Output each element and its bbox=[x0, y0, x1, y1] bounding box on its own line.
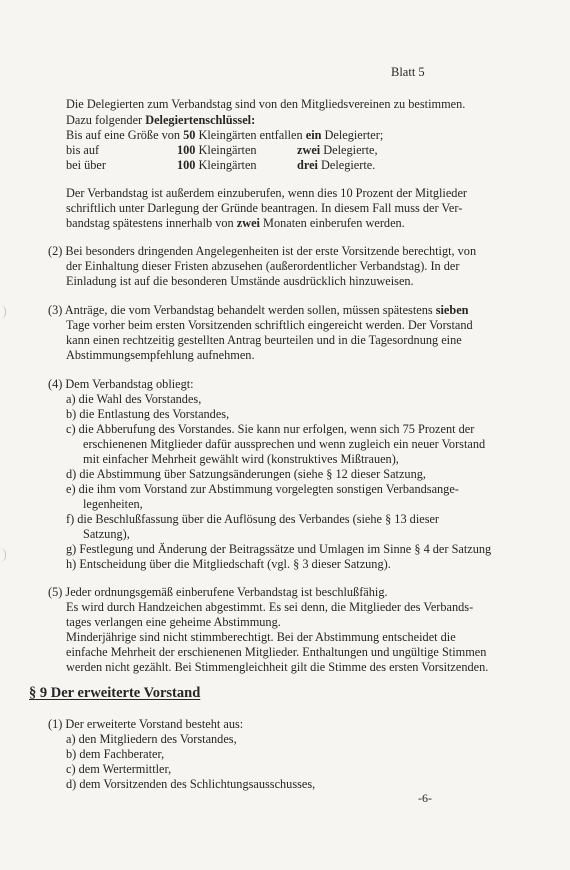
list-item: f) die Beschlußfassung über die Auflösung des Verbandes (siehe § 13 dieser bbox=[66, 512, 440, 526]
paragraph-5-line: werden nicht gezählt. Bei Stimmengleichheit gilt die Stimme des ersten Vorsitzenden. bbox=[66, 660, 489, 674]
intro-paragraph-line: Der Verbandstag ist außerdem einzuberufen, wenn dies 10 Prozent der Mitglieder bbox=[66, 186, 467, 200]
list-item: g) Festlegung und Änderung der Beitragssätze und Umlagen im Sinne § 4 der Satzung bbox=[66, 542, 492, 556]
intro-line: Bis auf eine Größe von 50 Kleingärten entfallen ein Delegierter; bbox=[66, 128, 384, 142]
sheet-number: Blatt 5 bbox=[391, 65, 425, 79]
list-item: c) die Abberufung des Vorstandes. Sie kann nur erfolgen, wenn sich 75 Prozent der bbox=[66, 422, 475, 436]
list-item: h) Entscheidung über die Mitgliedschaft (vgl. § 3 dieser Satzung). bbox=[66, 557, 391, 571]
list-item: b) dem Fachberater, bbox=[66, 747, 165, 761]
paragraph-2-line: (2) Bei besonders dringenden Angelegenheiten ist der erste Vorsitzende berechtigt, von bbox=[48, 244, 477, 258]
list-item: e) die ihm vom Vorstand zur Abstimmung vorgelegten sonstigen Verbandsange- bbox=[66, 482, 459, 496]
paragraph-2-line: Einladung ist auf die besonderen Umstände ausdrücklich hinzuweisen. bbox=[66, 274, 414, 288]
list-item: d) dem Vorsitzenden des Schlichtungsausschusses, bbox=[66, 777, 316, 791]
paragraph-5-line: (5) Jeder ordnungsgemäß einberufene Verbandstag ist beschlußfähig. bbox=[48, 585, 388, 599]
paragraph-5-line: einfache Mehrheit der erschienenen Mitglieder. Enthaltungen und ungültige Stimmen bbox=[66, 645, 487, 659]
intro-paragraph-line: schriftlich unter Darlegung der Gründe beantragen. In diesem Fall muss der Ver- bbox=[66, 201, 463, 215]
paragraph-5-line: Minderjährige sind nicht stimmberechtigt. Bei der Abstimmung entscheidet die bbox=[66, 630, 456, 644]
paragraph-3-line: (3) Anträge, die vom Verbandstag behandelt werden sollen, müssen spätestens sieben bbox=[48, 303, 469, 317]
list-item-continuation: erschienenen Mitglieder dafür aussprechen und wenn zugleich ein neuer Vorstand bbox=[83, 437, 486, 451]
list-item: b) die Entlastung des Vorstandes, bbox=[66, 407, 230, 421]
list-item: a) die Wahl des Vorstandes, bbox=[66, 392, 202, 406]
intro-paragraph-line: bandstag spätestens innerhalb von zwei Monaten einberufen werden. bbox=[66, 216, 405, 230]
list-item: a) den Mitgliedern des Vorstandes, bbox=[66, 732, 237, 746]
paragraph-3-line: Abstimmungsempfehlung aufnehmen. bbox=[66, 348, 255, 362]
list-item-continuation: mit einfacher Mehrheit gewählt wird (konstruktives Mißtrauen), bbox=[83, 452, 399, 466]
list-item: c) dem Wertermittler, bbox=[66, 762, 172, 776]
list-item: d) die Abstimmung über Satzungsänderungen (siehe § 12 dieser Satzung, bbox=[66, 467, 426, 481]
section-9-intro: (1) Der erweiterte Vorstand besteht aus: bbox=[48, 717, 244, 731]
paragraph-5-line: Es wird durch Handzeichen abgestimmt. Es sei denn, die Mitglieder des Verbands- bbox=[66, 600, 474, 614]
paragraph-4-intro: (4) Dem Verbandstag obliegt: bbox=[48, 377, 194, 391]
page-number: -6- bbox=[418, 791, 432, 805]
paragraph-3-line: kann einen rechtzeitig gestellten Antrag beurteilen und in die Tagesordnung eine bbox=[66, 333, 462, 347]
paragraph-3-line: Tage vorher beim ersten Vorsitzenden schriftlich eingereicht werden. Der Vorstand bbox=[66, 318, 473, 332]
document-page: Blatt 5 Die Delegierten zum Verbandstag sind von den Mitgliedsvereinen zu bestimmen. Dazu folgender Delegiertenschlüssel: Bis auf eine Größe von 50 Kleingärten entfallen ein Delegierter; bis auf 100 Kleingärten zwei Delegierte, bei über 100 Kleingärten drei Delegierte. Der Verbandstag ist außerdem einzuberufen, wenn dies 10 Prozent der Mitglieder schriftlich unter Darlegung der Gründe beantragen. In diesem Fall muss der Ver- bandstag spätestens innerhalb von zwei Monaten einberufen werden. (2) Bei besonders dringenden Angelegenheiten ist der erste Vorsitzende berechtigt, von der Einhaltung dieser Fristen abzusehen (außerordentlicher Verbandstag). In der Einladung ist auf die besonderen Umstände ausdrücklich hinzuweisen. (3) Anträge, die vom Verbandstag behandelt werden sollen, müssen spätestens sieben Tage vorher beim ersten Vorsitzenden schriftlich eingereicht werden. Der Vorstand kann einen rechtzeitig gestellten Antrag beurteilen und in die Tagesordnung eine Abstimmungsempfehlung aufnehmen. (4) Dem Verbandstag obliegt: a) die Wahl des Vorstandes, b) die Entlastung des Vorstandes, c) die Abberufung des Vorstandes. Sie kann nur erfolgen, wenn sich 75 Prozent der erschienenen Mitglieder dafür aussprechen und wenn zugleich ein neuer Vorstand mit einfacher Mehrheit gewählt wird (konstruktives Mißtrauen), d) die Abstimmung über Satzungsänderungen (siehe § 12 dieser Satzung, e) die ihm vom Vorstand zur Abstimmung vorgelegten sonstigen Verbandsange- legenheiten, f) die Beschlußfassung über die Auflösung des Verbandes (siehe § 13 dieser Satzung), g) Festlegung und Änderung der Beitragssätze und Umlagen im Sinne § 4 der Satzung h) Entscheidung über die Mitgliedschaft (vgl. § 3 dieser Satzung). (5) Jeder ordnungsgemäß einberufene Verbandstag ist beschlußfähig. Es wird durch Handzeichen abgestimmt. Es sei denn, die Mitglieder des Verbands- tages verlangen eine geheime Abstimmung. Minderjährige sind nicht stimmberechtigt. Bei der Abstimmung entscheidet die einfache Mehrheit der erschienenen Mitglieder. Enthaltungen und ungültige Stimmen werden nicht gezählt. Bei Stimmengleichheit gilt die Stimme des ersten Vorsitzenden. § 9 Der erweiterte Vorstand (1) Der erweiterte Vorstand besteht aus: a) den Mitgliedern des Vorstandes, b) dem Fachberater, c) dem Wertermittler, d) dem Vorsitzenden des Schlichtungsausschusses, -6- bbox=[0, 0, 570, 870]
list-item-continuation: Satzung), bbox=[83, 527, 130, 541]
punch-hole-mark bbox=[0, 548, 6, 562]
paragraph-5-line: tages verlangen eine geheime Abstimmung. bbox=[66, 615, 281, 629]
list-item-continuation: legenheiten, bbox=[83, 497, 143, 511]
intro-line: Dazu folgender Delegiertenschlüssel: bbox=[66, 113, 256, 127]
intro-line: Die Delegierten zum Verbandstag sind von den Mitgliedsvereinen zu bestimmen. bbox=[66, 97, 466, 111]
paragraph-2-line: der Einhaltung dieser Fristen abzusehen (außerordentlicher Verbandstag). In der bbox=[66, 259, 460, 273]
section-heading: § 9 Der erweiterte Vorstand bbox=[29, 685, 201, 701]
punch-hole-mark bbox=[0, 305, 6, 319]
